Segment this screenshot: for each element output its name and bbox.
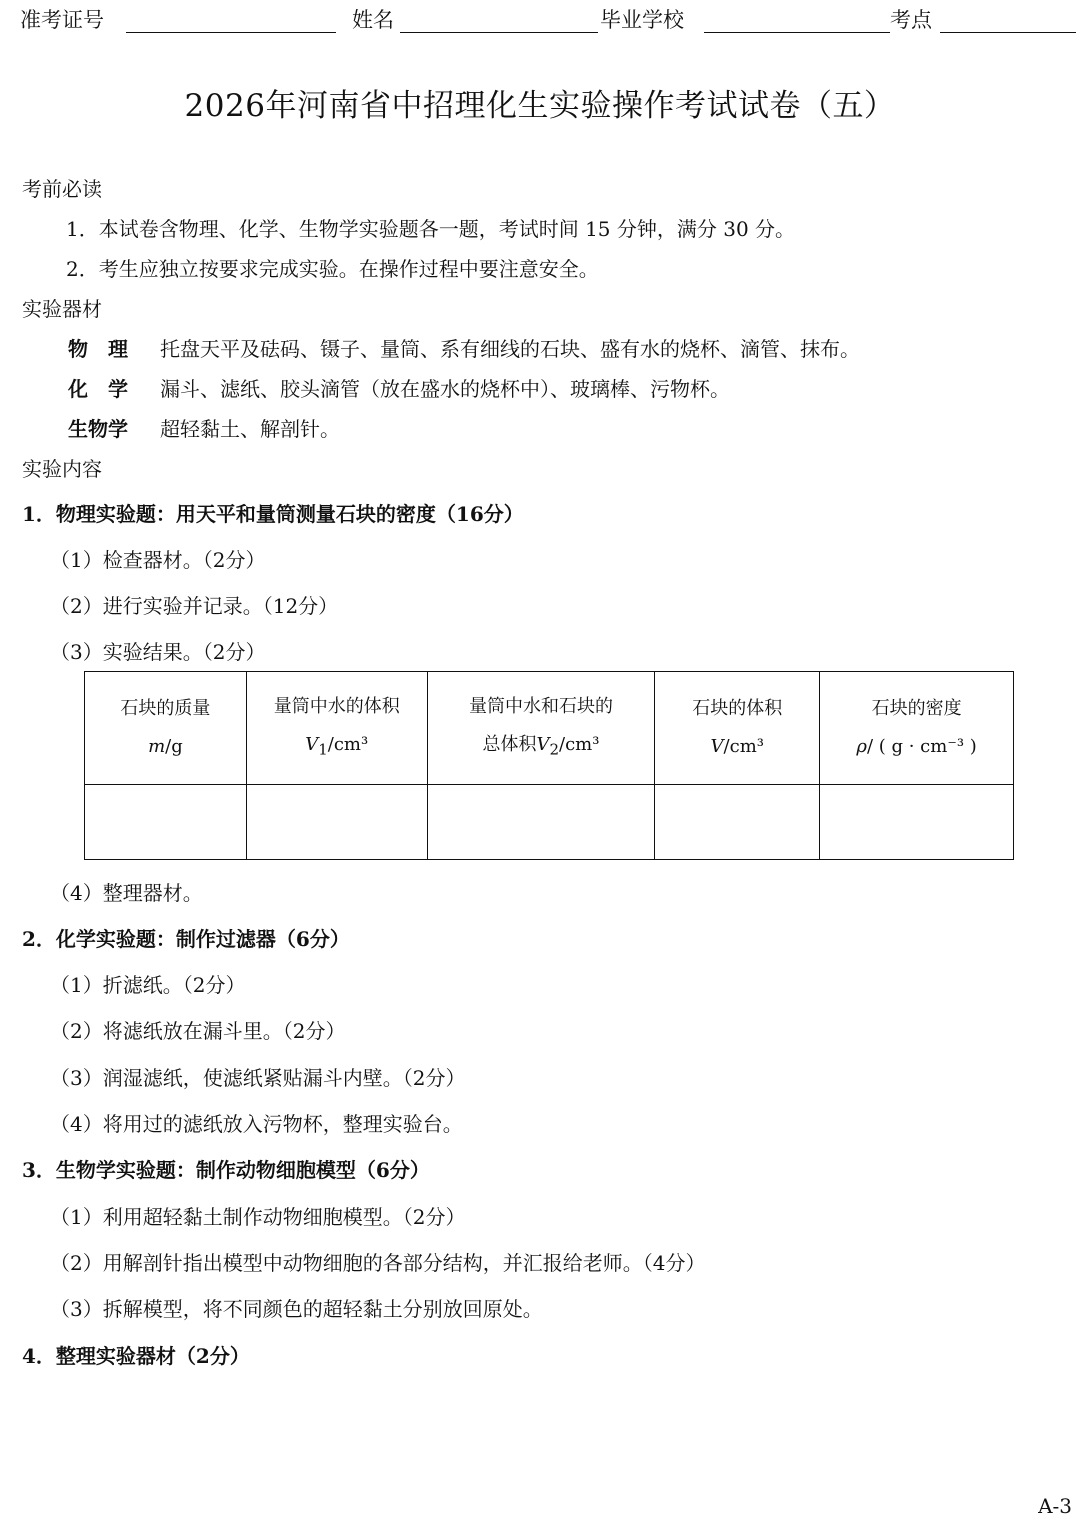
col-header-total-volume: 量筒中水和石块的 总体积$V_2$/cm³ [427,672,655,785]
name-blank[interactable] [400,32,598,33]
result-table [84,671,1014,860]
exam-header [20,4,1076,34]
q2-title: 2．化学实验题：制作过滤器（6分） [22,927,350,951]
materials-heading: 实验器材 [22,297,102,321]
q2-step-2: （2）将滤纸放在漏斗里。（2分） [50,1019,346,1043]
col-header-stone-mass: 石块的质量 m/g [85,672,247,785]
q2-step-4: （4）将用过的滤纸放入污物杯，整理实验台。 [50,1112,463,1136]
cell-total-volume[interactable] [427,785,655,860]
q1-step-4: （4）整理器材。 [50,881,203,905]
q3-step-1: （1）利用超轻黏土制作动物细胞模型。（2分） [50,1205,466,1229]
preface-heading: 考前必读 [22,177,102,201]
school-blank[interactable] [704,32,890,33]
cell-stone-volume[interactable] [655,785,820,860]
q3-title: 3．生物学实验题：制作动物细胞模型（6分） [22,1158,430,1182]
label-school: 毕业学校 [600,8,684,32]
materials-biology-label: 生物学 [68,417,128,441]
q4-title: 4．整理实验器材（2分） [22,1344,250,1368]
table-row [85,785,1014,860]
materials-physics-label: 物 理 [68,337,128,361]
cell-stone-density[interactable] [820,785,1014,860]
preface-item-2: 2．考生应独立按要求完成实验。在操作过程中要注意安全。 [66,257,599,281]
page-title: 2026年河南省中招理化生实验操作考试试卷（五） [184,88,896,124]
label-name: 姓名 [352,8,394,32]
materials-chemistry-label: 化 学 [68,377,128,401]
exam-number-blank[interactable] [126,32,336,33]
preface-item-1: 1．本试卷含物理、化学、生物学实验题各一题，考试时间 15 分钟，满分 30 分。 [66,217,796,241]
q1-title: 1．物理实验题：用天平和量筒测量石块的密度（16分） [22,502,524,526]
page-code: A-3 [1038,1494,1072,1518]
cell-water-volume[interactable] [246,785,427,860]
q3-step-3: （3）拆解模型，将不同颜色的超轻黏土分别放回原处。 [50,1297,543,1321]
col-header-stone-density: 石块的密度 ρ/ ( g · cm⁻³ ) [820,672,1014,785]
q1-step-1: （1）检查器材。（2分） [50,548,266,572]
q1-step-3: （3）实验结果。（2分） [50,640,266,664]
q2-step-3: （3）润湿滤纸，使滤纸紧贴漏斗内壁。（2分） [50,1066,466,1090]
materials-chemistry-items: 漏斗、滤纸、胶头滴管（放在盛水的烧杯中）、玻璃棒、污物杯。 [160,377,730,401]
q1-step-2: （2）进行实验并记录。（12分） [50,594,339,618]
exam-site-blank[interactable] [940,32,1076,33]
cell-stone-mass[interactable] [85,785,247,860]
materials-physics-items: 托盘天平及砝码、镊子、量筒、系有细线的石块、盛有水的烧杯、滴管、抹布。 [160,337,860,361]
label-exam-site: 考点 [890,8,932,32]
content-heading: 实验内容 [22,457,102,481]
col-header-water-volume: 量筒中水的体积 $V_1$/cm³ [246,672,427,785]
q2-step-1: （1）折滤纸。（2分） [50,973,246,997]
label-exam-number: 准考证号 [20,8,104,32]
table-header-row [85,672,1014,785]
q3-step-2: （2）用解剖针指出模型中动物细胞的各部分结构，并汇报给老师。（4分） [50,1251,706,1275]
col-header-stone-volume: 石块的体积 V/cm³ [655,672,820,785]
materials-biology-items: 超轻黏土、解剖针。 [160,417,340,441]
